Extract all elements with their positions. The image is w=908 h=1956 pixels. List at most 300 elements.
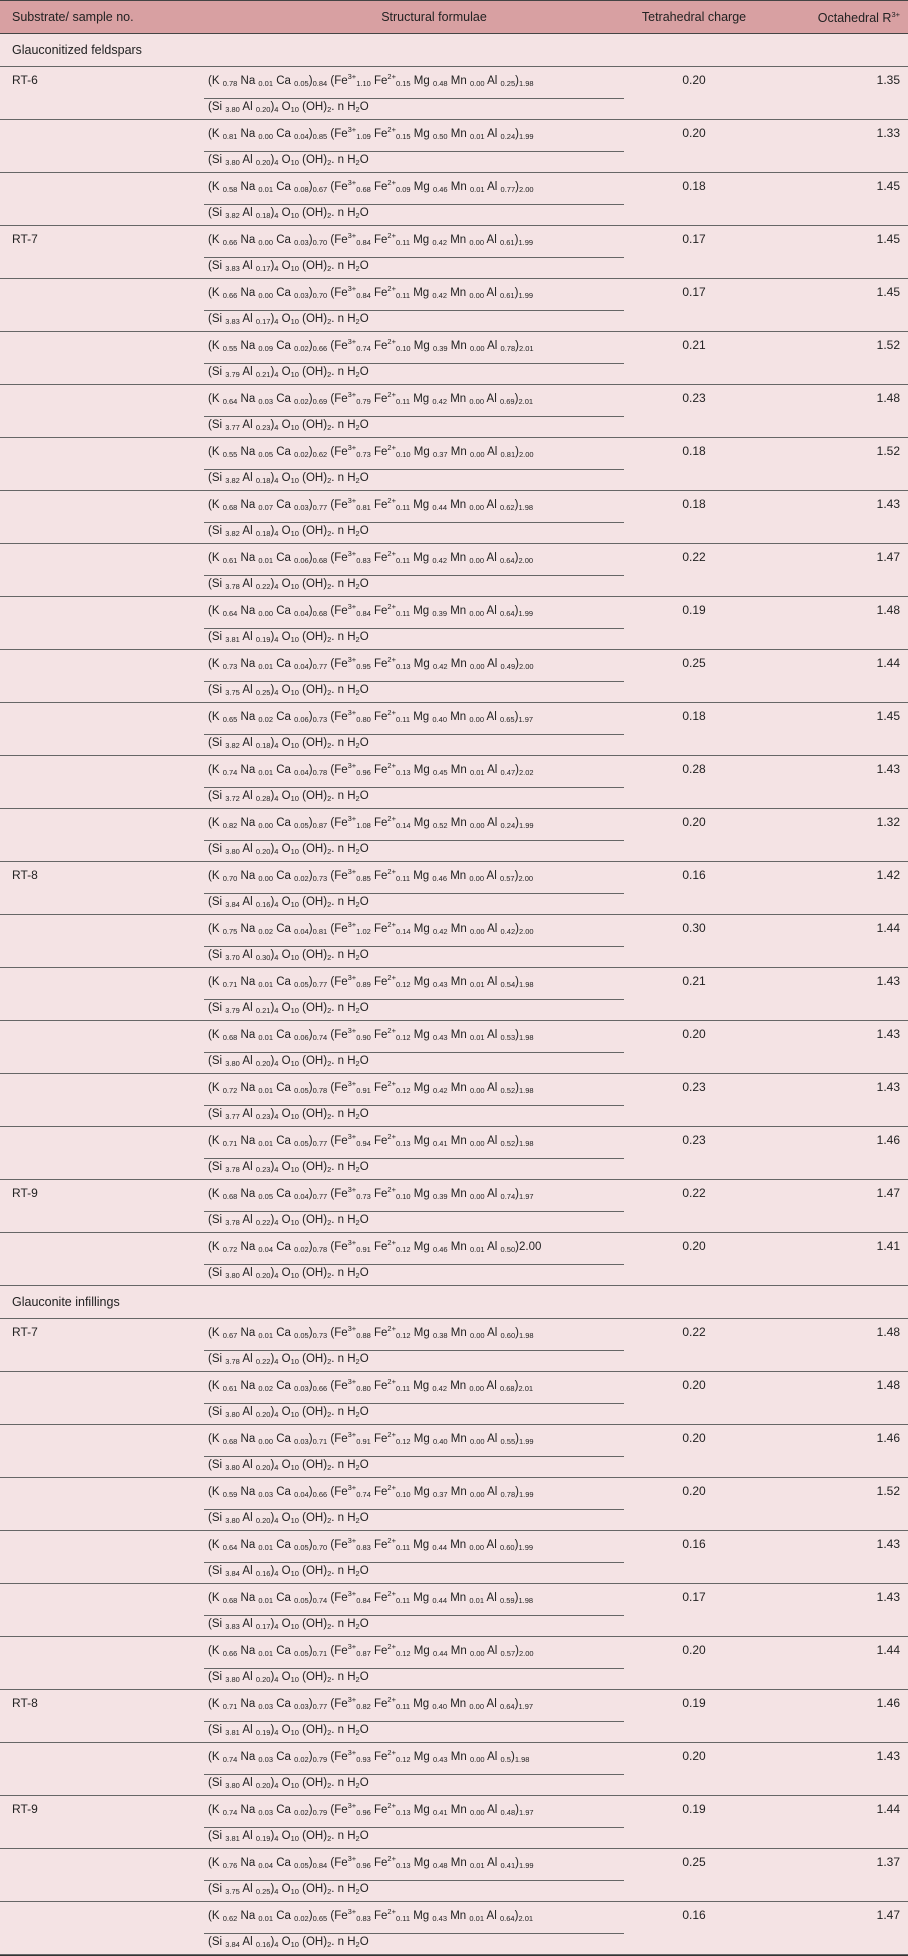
subscript: 0.21 (255, 370, 271, 379)
subscript: 0.70 (312, 291, 328, 300)
anion-formula: (Si 3.80 Al 0.20)4 O10 (OH)2. n H2O (208, 1267, 369, 1280)
subscript: 0.85 (356, 874, 371, 883)
formula-anions (204, 1158, 624, 1174)
subscript: 0.24 (500, 821, 516, 830)
superscript: 2+ (387, 1748, 396, 1757)
formula-anions (204, 1933, 624, 1949)
tetrahedral-charge: 0.20 (682, 1239, 706, 1253)
anion-formula: (Si 3.78 Al 0.22)4 O10 (OH)2. n H2O (208, 1214, 369, 1227)
subscript: 0.01 (469, 1033, 485, 1042)
subscript: 0.59 (222, 1490, 238, 1499)
subscript: 0.65 (312, 1914, 328, 1923)
cation-formula: (K $_{0.78}$ Na $_{0.01}$ Ca $_{0.05})_{0.84}$ ($Fe^{3+}_{1.10}$ $Fe^{2+}_{0.15}$ Mg $_{0.48}$ Mn $_{0.00}$ Al $_{0.25})_{1.98}$ (208, 72, 534, 88)
subscript: 2 (327, 1834, 332, 1843)
table-row (0, 915, 908, 968)
subscript: 0.80 (356, 715, 371, 724)
subscript: 0.00 (258, 238, 274, 247)
subscript: 0.02 (294, 1808, 309, 1817)
anion-formula: (Si 3.80 Al 0.20)4 O10 (OH)2. n H2O (208, 1671, 369, 1684)
subscript: 0.81 (222, 132, 238, 141)
subscript: 0.46 (432, 874, 448, 883)
table-row (0, 809, 908, 862)
subscript: 0.84 (356, 291, 371, 300)
subscript: 0.02 (294, 397, 309, 406)
octahedral-r3: 1.45 (876, 232, 900, 246)
subscript: 0.73 (312, 1331, 328, 1340)
superscript: 3+ (347, 1238, 357, 1247)
subscript: 4 (274, 370, 279, 379)
subscript: 0.17 (255, 317, 271, 326)
subscript: 0.46 (432, 185, 448, 194)
subscript: 0.01 (258, 980, 274, 989)
subscript: 0.20 (255, 1059, 271, 1068)
subscript: 0.62 (499, 503, 515, 512)
formula-line-2 (0, 1451, 908, 1477)
anion-formula: (Si 3.75 Al 0.25)4 O10 (OH)2. n H2O (208, 1883, 369, 1896)
cation-formula: (K 0.68 Na 0.00 Ca 0.03)0.71 (Fe3+0.91 Fe2+0.12 Mg 0.40 Mn 0.00 Al 0.55)1.99 (208, 1430, 534, 1446)
subscript: 4 (274, 1675, 279, 1684)
subscript: 0.03 (294, 291, 309, 300)
formula-line-2 (0, 252, 908, 278)
subscript: 2 (355, 370, 360, 379)
subscript: 2 (355, 423, 360, 432)
subscript: 2.01 (518, 1384, 534, 1393)
subscript: 0.55 (222, 344, 238, 353)
subscript: 3.83 (225, 1622, 240, 1631)
table-row (0, 1690, 908, 1743)
subscript: 0.05 (294, 1861, 309, 1870)
formula-line-1 (0, 1127, 908, 1153)
subscript: 3.84 (225, 900, 240, 909)
subscript: 2 (355, 741, 360, 750)
anion-formula: (Si 3.80 Al 0.20)4 O10 (OH)2. n H2O (208, 843, 369, 856)
subscript: 1.98 (519, 1331, 534, 1340)
subscript: 10 (290, 370, 299, 379)
subscript: 0.14 (395, 821, 411, 830)
subscript: 0.06 (294, 556, 309, 565)
subscript: 0.44 (432, 503, 448, 512)
cation-formula: (K $_{0.65}$ Na $_{0.02}$ Ca $_{0.06})_{0.73}$ ($Fe^{3+}_{0.80}$ $Fe^{2+}_{0.11}$ Mg $_{0.40}$ Mn $_{0.00}$ Al $_{0.65})_{1.97}$ (208, 708, 534, 724)
subscript: 10 (290, 1622, 299, 1631)
formula-line-1 (0, 1637, 908, 1663)
cation-formula: (K 0.75 Na 0.02 Ca 0.04)0.81 (Fe3+1.02 Fe2+0.14 Mg 0.42 Mn 0.00 Al 0.42)2.00 (208, 920, 534, 936)
subscript: 0.02 (294, 344, 309, 353)
subscript: 0.00 (469, 662, 485, 671)
cation-formula: (K 0.71 Na 0.01 Ca 0.05)0.77 (Fe3+0.94 Fe2+0.13 Mg 0.41 Mn 0.00 Al 0.52)1.98 (208, 1132, 534, 1148)
subscript: 0.00 (469, 1808, 485, 1817)
subscript: 0.42 (432, 1086, 448, 1095)
subscript: 2 (327, 317, 332, 326)
superscript: 2+ (387, 1483, 396, 1492)
subscript: 0.78 (500, 1490, 516, 1499)
subscript: 0.15 (395, 132, 411, 141)
table-row (0, 1743, 908, 1796)
subscript: 10 (290, 1569, 299, 1578)
subscript: 0.11 (395, 556, 411, 565)
formula-line-1 (0, 1478, 908, 1504)
formula-anions (204, 363, 624, 379)
formula-cations (204, 1185, 624, 1201)
subscript: 0.66 (222, 238, 238, 247)
subscript: 0.00 (469, 450, 485, 459)
subscript: 0.77 (312, 1192, 328, 1201)
formula-anions (204, 1774, 624, 1790)
formula-anions (204, 1052, 624, 1068)
formula-anions (204, 1721, 624, 1737)
octahedral-r3: 1.32 (876, 815, 900, 829)
table-row (0, 968, 908, 1021)
subscript: 2 (327, 1728, 332, 1737)
subscript: 0.96 (356, 1808, 371, 1817)
subscript: 0.70 (222, 874, 238, 883)
subscript: 0.01 (258, 1649, 274, 1658)
subscript: 0.20 (255, 1675, 271, 1684)
tetrahedral-charge: 0.19 (682, 603, 706, 617)
formula-cations (204, 1642, 624, 1658)
subscript: 4 (274, 476, 279, 485)
subscript: 0.05 (258, 1192, 274, 1201)
subscript: 4 (274, 211, 279, 220)
subscript: 0.05 (294, 821, 309, 830)
subscript: 0.87 (356, 1649, 371, 1658)
subscript: 0.89 (356, 980, 371, 989)
table-row (0, 1637, 908, 1690)
subscript: 3.80 (225, 1781, 240, 1790)
subscript: 2 (327, 476, 332, 485)
table-row (0, 862, 908, 915)
formula-line-2 (0, 1875, 908, 1901)
subscript: 0.02 (258, 1384, 274, 1393)
anion-formula: (Si $_{3.82}$ Al $_{0.18})_4$ $O_{10}$ $(OH)_2$. n $H_2O$ (208, 207, 369, 220)
subscript: 2 (327, 1622, 332, 1631)
subscript: 0.64 (499, 556, 515, 565)
subscript: 0.68 (222, 503, 238, 512)
subscript: 0.11 (395, 1702, 411, 1711)
table-row (0, 1372, 908, 1425)
subscript: 10 (290, 1516, 299, 1525)
subscript: 0.00 (469, 1192, 485, 1201)
subscript: 0.01 (258, 1033, 274, 1042)
subscript: 4 (274, 264, 279, 273)
subscript: 10 (290, 1357, 299, 1366)
subscript: 0.24 (500, 132, 516, 141)
subscript: 2 (327, 1675, 332, 1684)
subscript: 2 (355, 1781, 360, 1790)
superscript: 2+ (387, 1430, 396, 1439)
superscript: 3+ (347, 814, 357, 823)
formula-line-1 (0, 1372, 908, 1398)
formula-anions (204, 787, 624, 803)
anion-formula: (Si $_{3.78}$ Al $_{0.22})_4$ $O_{10}$ $(OH)_2$. n $H_2O$ (208, 578, 369, 591)
subscript: 10 (290, 635, 299, 644)
subscript: 0.46 (432, 1245, 448, 1254)
subscript: 0.05 (294, 1139, 309, 1148)
subscript: 2.01 (519, 344, 534, 353)
subscript: 0.73 (222, 662, 238, 671)
formula-anions (204, 416, 624, 432)
subscript: 10 (290, 1218, 299, 1227)
table-row (0, 1180, 908, 1233)
formula-anions (204, 310, 624, 326)
subscript: 2 (327, 1463, 332, 1472)
subscript: 0.03 (294, 503, 309, 512)
subscript: 0.69 (312, 397, 328, 406)
formula-line-2 (0, 1047, 908, 1073)
subscript: 0.84 (356, 1596, 371, 1605)
subscript: 0.00 (258, 609, 274, 618)
subscript: 0.01 (469, 1245, 485, 1254)
anion-formula: (Si 3.79 Al 0.21)4 O10 (OH)2. n H2O (208, 1002, 369, 1015)
superscript: 2+ (387, 1377, 396, 1386)
subscript: 0.01 (258, 1543, 274, 1552)
formula-line-1 (0, 809, 908, 835)
anion-formula: (Si 3.78 Al 0.22)4 O10 (OH)2. n H2O (208, 1353, 369, 1366)
subscript: 0.72 (222, 1086, 238, 1095)
superscript: 2+ (387, 1642, 396, 1651)
formula-cations (204, 390, 624, 406)
superscript: 2+ (387, 549, 396, 558)
subscript: 2 (355, 688, 360, 697)
subscript: 0.64 (499, 609, 515, 618)
superscript: 3+ (347, 1079, 357, 1088)
subscript: 0.04 (294, 1192, 309, 1201)
subscript: 0.64 (222, 609, 238, 618)
subscript: 0.12 (395, 980, 411, 989)
subscript: 1.99 (518, 291, 534, 300)
tetrahedral-charge: 0.30 (682, 921, 706, 935)
header-substrate: Substrate/ sample no. (12, 10, 134, 24)
subscript: 0.09 (258, 344, 274, 353)
octahedral-r3: 1.52 (876, 338, 900, 352)
subscript: 2 (327, 635, 332, 644)
superscript: 2+ (387, 761, 396, 770)
superscript: 2+ (387, 1801, 396, 1810)
subscript: 1.10 (356, 79, 371, 88)
cation-formula: (K 0.64 Na 0.01 Ca 0.05)0.70 (Fe3+0.83 Fe2+0.11 Mg 0.44 Mn 0.00 Al 0.60)1.99 (208, 1536, 534, 1552)
octahedral-r3: 1.45 (876, 179, 900, 193)
superscript: 3+ (347, 443, 357, 452)
subscript: 2 (355, 1112, 360, 1121)
formula-cations (204, 1026, 624, 1042)
subscript: 10 (290, 105, 299, 114)
subscript: 3.81 (225, 1834, 240, 1843)
subscript: 2 (355, 1940, 360, 1949)
formula-line-1 (0, 279, 908, 305)
subscript: 2 (327, 1781, 332, 1790)
subscript: 1.98 (519, 980, 534, 989)
formula-line-1 (0, 544, 908, 570)
subscript: 0.16 (255, 900, 271, 909)
subscript: 4 (274, 317, 279, 326)
subscript: 0.96 (356, 768, 371, 777)
subscript: 0.20 (255, 1463, 271, 1472)
subscript: 4 (274, 1112, 279, 1121)
subscript: 10 (290, 900, 299, 909)
subscript: 0.74 (222, 1808, 238, 1817)
subscript: 3.78 (225, 1357, 240, 1366)
anion-formula: (Si 3.84 Al 0.16)4 O10 (OH)2. n H2O (208, 1936, 369, 1949)
tetrahedral-charge: 0.19 (682, 1802, 706, 1816)
subscript: 0.00 (469, 1384, 484, 1393)
anion-formula: (Si 3.80 Al 0.20)4 O10 (OH)2. n H2O (208, 1512, 369, 1525)
subscript: 2 (355, 1675, 360, 1684)
subscript: 2 (327, 1357, 332, 1366)
subscript: 2 (327, 847, 332, 856)
octahedral-r3: 1.48 (876, 1325, 900, 1339)
subscript: 0.13 (395, 1861, 411, 1870)
subscript: 0.43 (432, 1033, 448, 1042)
table-row (0, 597, 908, 650)
formula-cations (204, 920, 624, 936)
formula-line-2 (0, 1557, 908, 1583)
tetrahedral-charge: 0.18 (682, 709, 706, 723)
subscript: 0.23 (255, 1112, 271, 1121)
subscript: 2 (327, 582, 332, 591)
subscript: 0.05 (294, 1331, 309, 1340)
subscript: 0.03 (294, 1384, 309, 1393)
formula-line-1 (0, 650, 908, 676)
subscript: 0.44 (432, 1596, 448, 1605)
formula-cations (204, 867, 624, 883)
formula-cations (204, 1377, 624, 1393)
formula-cations (204, 1324, 624, 1340)
subscript: 4 (274, 529, 279, 538)
subscript: 0.03 (258, 1808, 274, 1817)
cation-formula: (K 0.72 Na 0.01 Ca 0.05)0.78 (Fe3+0.91 Fe2+0.12 Mg 0.42 Mn 0.00 Al 0.52)1.98 (208, 1079, 534, 1095)
anion-formula: (Si 3.84 Al 0.16)4 O10 (OH)2. n H2O (208, 1565, 369, 1578)
table-row (0, 1319, 908, 1372)
subscript: 0.05 (258, 450, 274, 459)
superscript: 3+ (347, 1907, 357, 1916)
subscript: 2 (355, 1516, 360, 1525)
formula-line-1 (0, 862, 908, 888)
subscript: 1.97 (518, 715, 534, 724)
formula-cations (204, 1854, 624, 1870)
subscript: 0.68 (222, 1596, 238, 1605)
subscript: 4 (274, 1165, 279, 1174)
subscript: 2 (327, 1165, 332, 1174)
subscript: 0.67 (312, 185, 328, 194)
subscript: 0.25 (255, 688, 271, 697)
subscript: 0.42 (500, 927, 516, 936)
subscript: 0.04 (258, 1245, 274, 1254)
subscript: 0.61 (222, 1384, 238, 1393)
subscript: 0.44 (432, 1649, 448, 1658)
formula-cations (204, 1238, 624, 1254)
subscript: 0.28 (255, 794, 271, 803)
subscript: 0.13 (395, 662, 411, 671)
formula-anions (204, 1350, 624, 1366)
octahedral-r3: 1.43 (876, 1590, 900, 1604)
superscript: 3+ (347, 1642, 357, 1651)
superscript: 3+ (347, 1324, 357, 1333)
formula-cations (204, 761, 624, 777)
subscript: 0.02 (294, 1245, 309, 1254)
subscript: 0.03 (294, 238, 309, 247)
subscript: 0.90 (356, 1033, 371, 1042)
formula-line-1 (0, 597, 908, 623)
cation-formula: (K $_{0.66}$ Na $_{0.00}$ Ca $_{0.03})_{0.70}$ ($Fe^{3+}_{0.84}$ $Fe^{2+}_{0.11}$ Mg $_{0.42}$ Mn $_{0.00}$ Al $_{0.61})_{1.99}$ (208, 231, 534, 247)
anion-formula: (Si 3.80 Al 0.20)4 O10 (OH)2. n H2O (208, 1055, 369, 1068)
anion-formula: (Si 3.80 Al 0.20)4 O10 (OH)2. n H2O (208, 1777, 369, 1790)
subscript: 0.10 (395, 1490, 411, 1499)
subscript: 0.01 (258, 556, 274, 565)
subscript: 4 (274, 1940, 279, 1949)
octahedral-r3: 1.43 (876, 1537, 900, 1551)
subscript: 0.42 (432, 927, 448, 936)
subscript: 0.68 (222, 1192, 238, 1201)
subscript: 0.11 (395, 715, 411, 724)
subscript: 3.80 (225, 1271, 240, 1280)
subscript: 2.00 (519, 450, 534, 459)
subscript: 0.42 (432, 291, 448, 300)
table-row (0, 1478, 908, 1531)
subscript: 0.21 (255, 1006, 271, 1015)
formula-line-2 (0, 1398, 908, 1424)
tetrahedral-charge: 0.23 (682, 1080, 706, 1094)
subscript: 0.81 (312, 927, 328, 936)
subscript: 0.68 (356, 185, 371, 194)
subscript: 0.00 (258, 132, 274, 141)
cation-formula: (K $_{0.68}$ Na $_{0.07}$ Ca $_{0.03})_{0.77}$ ($Fe^{3+}_{0.81}$ $Fe^{2+}_{0.11}$ Mg $_{0.44}$ Mn $_{0.00}$ Al $_{0.62})_{1.98}$ (208, 496, 534, 512)
superscript: 3+ (347, 1536, 357, 1545)
subscript: 0.11 (395, 291, 411, 300)
superscript: 2+ (387, 973, 396, 982)
octahedral-r3: 1.44 (876, 656, 900, 670)
octahedral-r3: 1.46 (876, 1133, 900, 1147)
octahedral-r3: 1.48 (876, 1378, 900, 1392)
formula-cations (204, 1430, 624, 1446)
subscript: 0.03 (258, 397, 274, 406)
subscript: 10 (290, 1271, 299, 1280)
formula-line-2 (0, 1206, 908, 1232)
superscript: 2+ (387, 72, 396, 81)
anion-formula: (Si 3.70 Al 0.30)4 O10 (OH)2. n H2O (208, 949, 369, 962)
cation-formula: (K 0.71 Na 0.01 Ca 0.05)0.77 (Fe3+0.89 Fe2+0.12 Mg 0.43 Mn 0.01 Al 0.54)1.98 (208, 973, 534, 989)
formula-cations (204, 1589, 624, 1605)
subscript: 0.55 (500, 1437, 516, 1446)
table-row (0, 1021, 908, 1074)
formula-line-2 (0, 1716, 908, 1742)
subscript: 0.48 (432, 1861, 448, 1870)
subscript: 3.80 (225, 1516, 240, 1525)
formula-line-2 (0, 782, 908, 808)
subscript: 0.60 (500, 1331, 516, 1340)
table-header-row (0, 0, 908, 34)
subscript: 4 (274, 953, 279, 962)
formula-line-1 (0, 1180, 908, 1206)
cation-formula: (K $_{0.74}$ Na $_{0.01}$ Ca $_{0.04})_{0.78}$ ($Fe^{3+}_{0.96}$ $Fe^{2+}_{0.13}$ Mg $_{0.45}$ Mn $_{0.01}$ Al $_{0.47})_{2.02}$ (208, 761, 534, 777)
formula-cations (204, 708, 624, 724)
subscript: 0.42 (432, 556, 448, 565)
subscript: 4 (274, 1834, 279, 1843)
subscript: 0.00 (258, 821, 274, 830)
superscript: 3+ (347, 655, 357, 664)
formula-line-1 (0, 1690, 908, 1716)
formula-cations (204, 178, 624, 194)
subscript: 0.00 (469, 238, 484, 247)
subscript: 0.71 (222, 1139, 238, 1148)
octahedral-r3: 1.43 (876, 762, 900, 776)
octahedral-r3: 1.46 (876, 1696, 900, 1710)
formula-line-2 (0, 888, 908, 914)
table-row (0, 1796, 908, 1849)
subscript: 2 (355, 1059, 360, 1068)
subscript: 0.01 (258, 1914, 274, 1923)
table-row (0, 650, 908, 703)
subscript: 10 (290, 1112, 299, 1121)
subscript: 1.99 (518, 238, 534, 247)
